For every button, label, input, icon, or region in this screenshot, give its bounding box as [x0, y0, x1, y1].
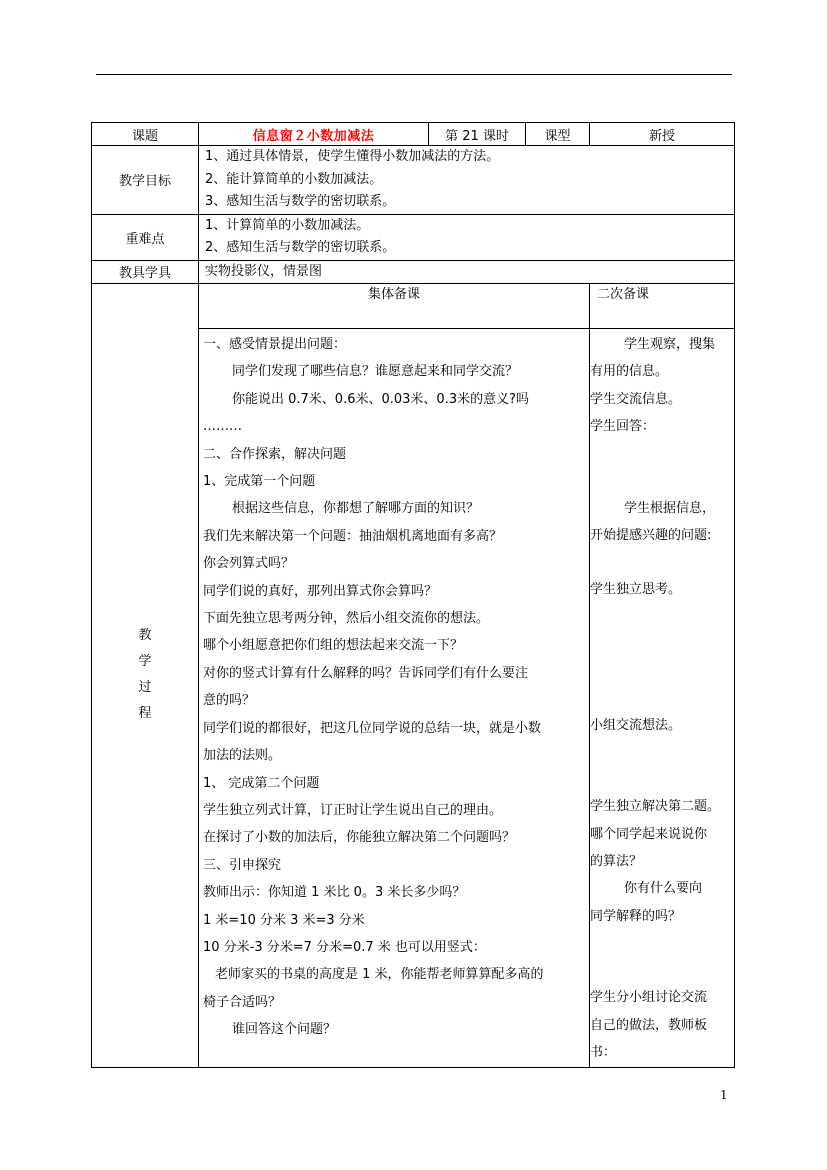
content-line: 在探讨了小数的加法后，你能独立解决第二个问题吗？ [203, 830, 516, 846]
secondary-line: 学生交流信息。 [590, 391, 682, 407]
process-label-char: 学 [138, 654, 152, 670]
collective-content [199, 329, 590, 1068]
secondary-line: 小组交流想法。 [590, 717, 682, 733]
secondary-line: 的算法？ [590, 854, 643, 870]
content-line: 学生独立列式计算，订正时让学生说出自己的理由。 [203, 802, 503, 818]
tools-value: 实物投影仪，情景图 [199, 260, 735, 284]
key-points-content [199, 214, 735, 260]
tools-row [92, 260, 735, 284]
page-number: 1 [720, 1088, 728, 1102]
content-line: 同学们说的都很好，把这几位同学说的总结一块，就是小数 [203, 720, 542, 736]
content-line: 根据这些信息，你都想了解哪方面的知识？ [232, 501, 480, 517]
content-line: 下面先独立思考两分钟，然后小组交流你的想法。 [203, 611, 490, 627]
lesson-number: 第 21 课时 [429, 123, 526, 146]
secondary-line: 有用的信息。 [590, 364, 669, 380]
content-line: 一、感受情景提出问题： [203, 337, 347, 352]
content-line: 同学们说的真好，那列出算式你会算吗？ [203, 583, 438, 599]
content-line: 三、引申探究 [203, 857, 282, 873]
secondary-line: 学生根据信息， [624, 500, 716, 516]
content-line: 椅子合适吗？ [203, 994, 282, 1010]
process-label-char: 程 [138, 706, 152, 722]
secondary-line: 哪个同学起来说说你 [590, 826, 708, 842]
secondary-line: 学生独立思考。 [590, 582, 682, 598]
secondary-header: 二次备课 [590, 284, 735, 329]
goal-item: 3、感知生活与数学的密切联系。 [205, 194, 396, 209]
content-line: 1、完成第一个问题 [203, 474, 316, 490]
secondary-line: 学生独立解决第二题。 [590, 799, 721, 815]
secondary-line: 自己的做法，教师板 [590, 1017, 708, 1033]
secondary-line: 同学解释的吗？ [590, 908, 682, 924]
content-line: 哪个小组愿意把你们组的想法起来交流一下？ [203, 638, 464, 654]
secondary-line: 你有什么要向 [624, 881, 703, 897]
content-line: 1、 完成第二个问题 [203, 775, 320, 791]
course-title: 信息窗２小数加减法 [199, 123, 429, 146]
header-row [92, 123, 735, 146]
course-label: 课题 [92, 123, 199, 146]
goals-row [92, 146, 735, 215]
secondary-line: 学生观察，搜集 [624, 337, 716, 352]
type-value: 新授 [590, 123, 735, 146]
secondary-content [590, 329, 735, 1068]
key-point-item: 1、计算简单的小数加减法。 [205, 217, 370, 233]
tools-label: 教具学具 [92, 260, 199, 284]
content-line: 我们先来解决第一个问题：抽油烟机离地面有多高？ [203, 528, 503, 544]
goal-item: 2、能计算简单的小数加减法。 [205, 171, 383, 187]
secondary-line: 学生分小组讨论交流 [590, 990, 708, 1006]
goals-label: 教学目标 [92, 146, 199, 215]
content-line: 意的吗？ [203, 693, 256, 709]
content-line: 你能说出 0.7米、0.6米、0.03米、0.3米的意义?吗 [232, 391, 530, 407]
key-point-item: 2、感知生活与数学的密切联系。 [205, 240, 396, 255]
content-line: 老师家买的书桌的高度是 1 米，你能帮老师算算配多高的 [215, 967, 544, 983]
secondary-line: 开始提感兴趣的问题: [590, 528, 712, 544]
content-line: ……… [203, 419, 242, 435]
goals-content [199, 146, 735, 215]
collective-header: 集体备课 [199, 284, 590, 329]
process-label-char: 过 [138, 680, 152, 696]
lesson-plan-table [91, 122, 735, 1068]
content-line: 教师出示：你知道 1 米比 0。3 米长多少吗？ [203, 885, 466, 901]
process-header-row [92, 284, 735, 329]
header-rule [96, 74, 732, 75]
secondary-line: 学生回答： [590, 419, 656, 435]
content-line: 你会列算式吗？ [203, 556, 295, 572]
content-line: 谁回答这个问题？ [232, 1022, 337, 1038]
content-line: 10 分米-3 分米=7 分米=0.7 米 也可以用竖式： [203, 939, 486, 955]
process-label-char: 教 [138, 628, 152, 644]
content-line: 1 米=10 分米 3 米=3 分米 [203, 912, 365, 928]
process-label [92, 284, 199, 1068]
content-line: 同学们发现了哪些信息？谁愿意起来和同学交流？ [232, 364, 519, 380]
content-line: 加法的法则。 [203, 748, 282, 764]
goal-item: 1、通过具体情景，使学生懂得小数加减法的方法。 [205, 149, 500, 164]
secondary-line: 书： [590, 1045, 617, 1061]
key-points-row [92, 214, 735, 260]
type-label: 课型 [526, 123, 590, 146]
content-line: 对你的竖式计算有什么解释的吗？告诉同学们有什么要注 [203, 665, 529, 681]
content-line: 二、合作探索，解决问题 [203, 446, 347, 462]
key-points-label: 重难点 [92, 214, 199, 260]
